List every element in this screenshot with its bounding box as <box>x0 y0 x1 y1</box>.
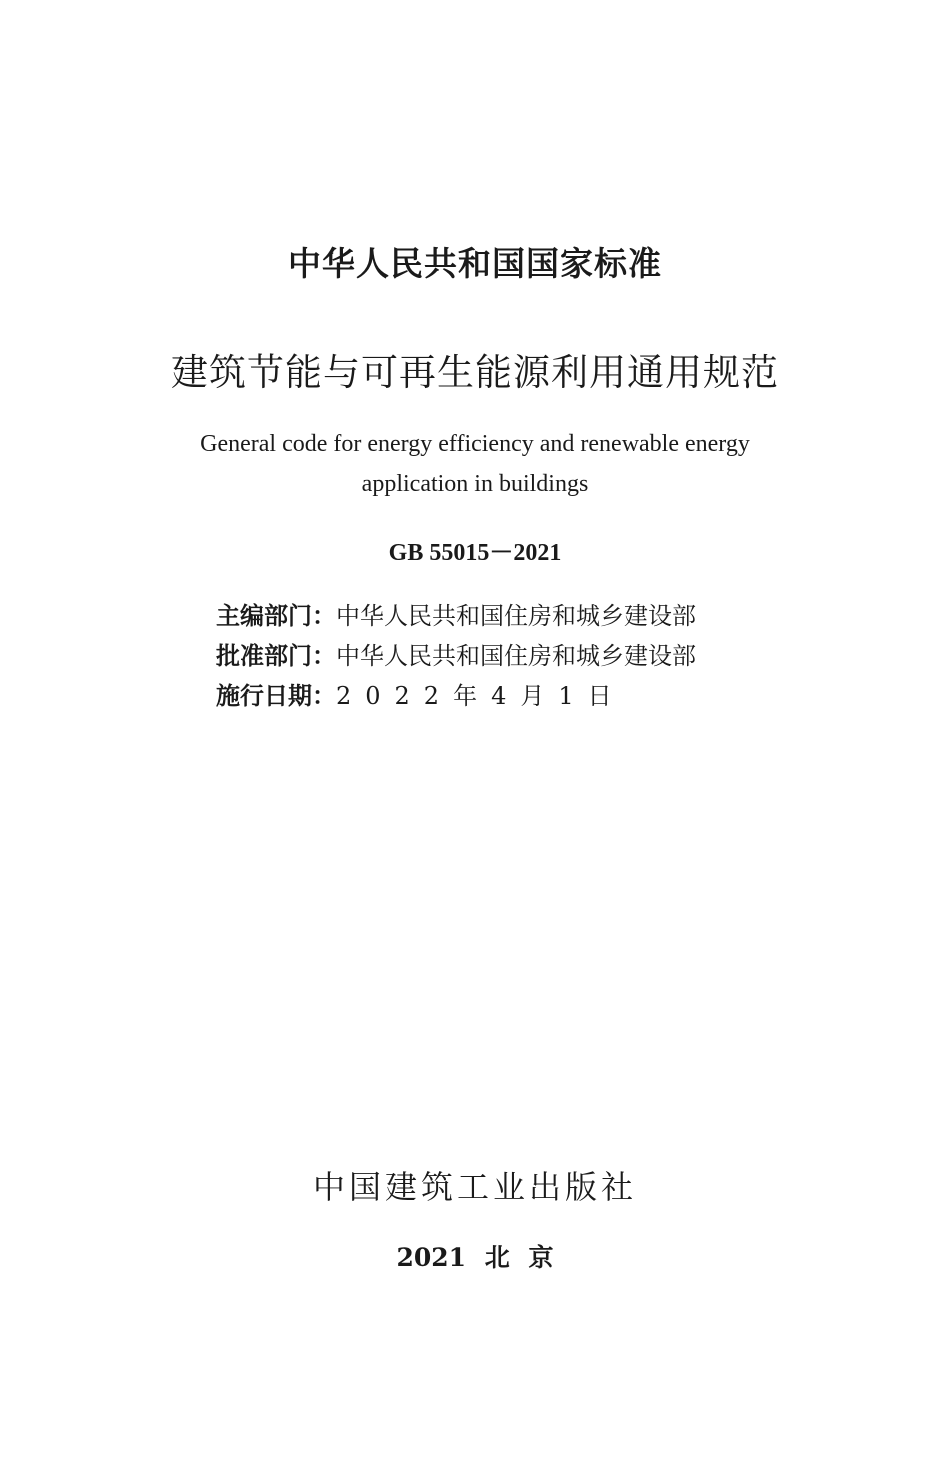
editor-value: 中华人民共和国住房和城乡建设部 <box>336 602 696 630</box>
document-title-english <box>0 424 950 504</box>
title-english-line-1: General code for energy efficiency and renewable energy <box>200 431 750 457</box>
title-english-line-2: application in buildings <box>361 471 589 497</box>
standard-code: GB 55015－2021 <box>388 540 562 566</box>
issuing-info <box>216 596 696 716</box>
approver-label: 批准部门： <box>216 641 336 670</box>
effective-date-value: 2022年4月1日 <box>336 682 626 710</box>
approver-row <box>216 636 696 676</box>
publisher-name: 中国建筑工业出版社 <box>312 1168 637 1206</box>
effective-date-row <box>216 676 696 716</box>
approver-value: 中华人民共和国住房和城乡建设部 <box>336 642 696 670</box>
editor-label: 主编部门： <box>216 601 336 630</box>
editor-row <box>216 596 696 636</box>
standard-series: 中华人民共和国国家标准 <box>288 244 662 283</box>
publication-year-place: 2021 北 京 <box>396 1243 554 1272</box>
effective-date-label: 施行日期： <box>216 681 336 710</box>
document-title-chinese: 建筑节能与可再生能源利用通用规范 <box>171 351 779 394</box>
